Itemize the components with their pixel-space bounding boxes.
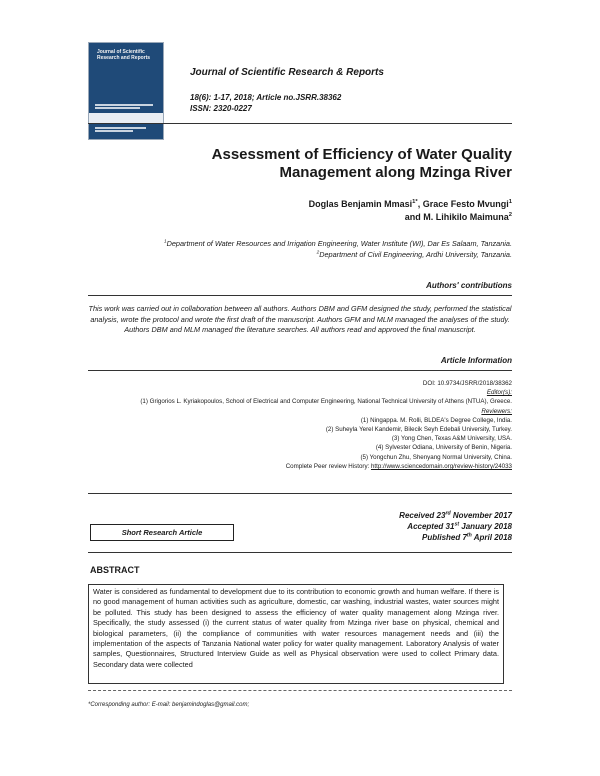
reviewer-4: (4) Sylvester Odiana, University of Benin, Nigeria. [375, 444, 512, 452]
abstract-heading: ABSTRACT [90, 565, 140, 575]
affiliation-2-sup: 2 [316, 250, 320, 256]
article-info-heading: Article Information [440, 356, 512, 365]
author-2: Grace Festo Mvungi [422, 199, 509, 209]
contributions-text: This work was carried out in collaboration between all authors. Authors DBM and GFM designed the study, performed the statistical analysis, wrote the protocol and wrote the first draft of the manuscript. Authors GFM and MLM managed the analyses of the study. Authors DBM and MLM managed the literature searches. All authors read and approved the final manuscript. [88, 304, 512, 334]
affiliation-1 [88, 238, 512, 249]
affiliation-1-sup: 1 [163, 239, 167, 245]
author-3: and M. Lihikilo Maimuna [404, 212, 509, 222]
review-history-label: Complete Peer review History: [285, 462, 371, 470]
doi: DOI: 10.9734/JSRR/2018/38362 [422, 380, 512, 387]
article-info-rule [88, 370, 512, 371]
info-bottom-rule [88, 493, 512, 494]
abstract-box: Water is considered as fundamental to development due to its contribution to economic growth and human welfare. If there is no good management of human activities such as agriculture, domestic, car washing, industrial wastes, water sources might be polluted. This study has been designed to assess the efficiency of water quality management along Mzinga river. Specifically, the study assessed (i) the current status of water quality from Mzinga river base on physical, chemical and biological parameters, (ii) the compliance of communities with water resources management needs and (iii) the implementation of the aspects of Tanzania National water policy for water quality management. Laboratory Analysis of water samples, Questionnaires, Structured Interview Guide as well as Physical observation were used to collect Primary data. Secondary data were collected [88, 584, 504, 684]
author-1: Doglas Benjamin Mmasi [308, 199, 413, 209]
published-date: Published 7th April 2018 [422, 532, 512, 542]
reviewers-label: Reviewers: [481, 407, 512, 415]
received-date: Received 23rd November 2017 [399, 510, 512, 520]
reviewer-1: (1) Ningappa. M. Rolli, BLDEA's Degree College, India. [360, 416, 512, 424]
author-1-sup: 1* [412, 199, 418, 205]
editor-label: Editor(s): [486, 389, 512, 397]
affiliation-1-text: Department of Water Resources and Irrigation Engineering, Water Institute (WI), Dar Es Salaam, Tanzania. [166, 239, 512, 248]
journal-cover-image [88, 42, 164, 140]
accepted-date: Accepted 31st January 2018 [407, 521, 512, 531]
review-history [88, 462, 512, 471]
paper-title [88, 146, 512, 182]
review-history-link[interactable]: http://www.sciencedomain.org/review-history/24033 [370, 462, 512, 470]
cover-small-text [95, 103, 159, 110]
affiliations [88, 238, 512, 260]
title-line-2: Management along Mzinga River [279, 164, 512, 181]
reviewer-5: (5) Yongchun Zhu, Shenyang Normal University, China. [360, 453, 512, 461]
abstract-top-rule [88, 552, 512, 553]
cover-footer [95, 126, 159, 133]
cover-title: Journal of Scientific Research and Reports [97, 49, 151, 61]
article-info [88, 379, 512, 471]
author-list: Doglas Benjamin Mmasi$^{1*}$, Grace Festo Mvungi$^1$ and M. Lihikilo Maimuna$^2$ [308, 199, 512, 222]
reviewer-3: (3) Yong Chen, Texas A&M University, USA. [391, 435, 512, 443]
author-2-sup: 1 [508, 199, 512, 205]
cover-band [89, 113, 163, 123]
reviewer-2: (2) Suheyla Yerel Kandemir, Bilecik Seyh Edebali University, Turkey. [325, 426, 512, 434]
journal-name: Journal of Scientific Research & Reports [190, 67, 384, 78]
issn-line: ISSN: 2320-0227 [190, 104, 252, 113]
contributions-heading: Authors' contributions [426, 281, 512, 290]
affiliation-2 [88, 249, 512, 260]
dates-block [399, 510, 512, 543]
journal-citation [190, 92, 341, 114]
title-line-1: Assessment of Efficiency of Water Quality [211, 146, 512, 163]
contributions-rule [88, 295, 512, 296]
footnote-rule [88, 690, 512, 691]
header-rule [88, 123, 512, 124]
affiliation-2-text: Department of Civil Engineering, Ardhi University, Tanzania. [319, 250, 512, 259]
author-3-sup: 2 [508, 212, 512, 218]
article-type-box: Short Research Article [90, 524, 234, 541]
corresponding-author-footnote: *Corresponding author: E-mail: benjamindoglas@gmail.com; [88, 702, 250, 708]
editor: (1) Grigorios L. Kyriakopoulos, School of Electrical and Computer Engineering, National Technical University of Athens (NTUA), Greece. [140, 398, 512, 406]
citation-line: 18(6): 1-17, 2018; Article no.JSRR.38362 [190, 93, 342, 102]
